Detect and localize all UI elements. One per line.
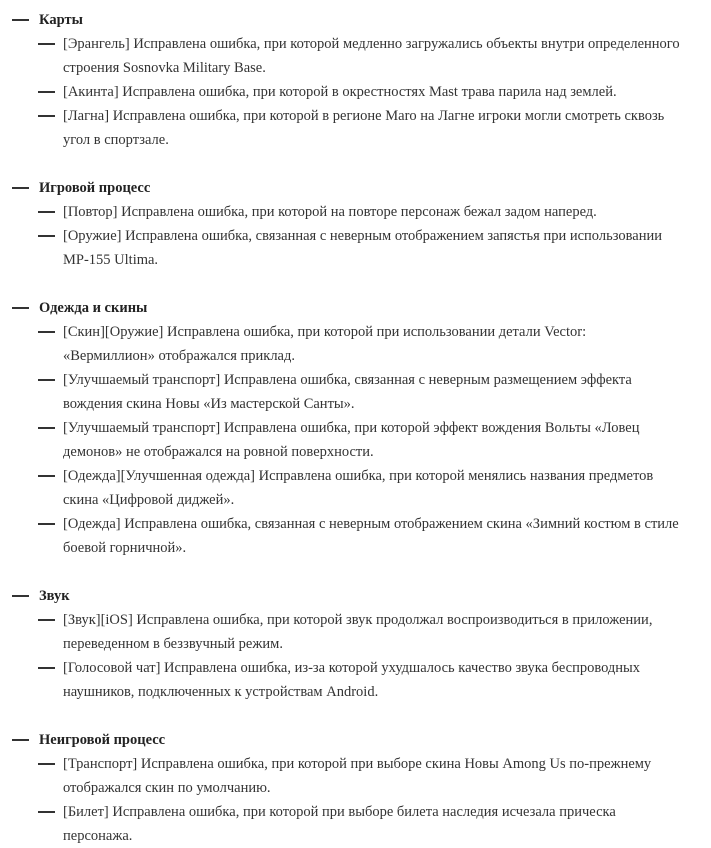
section-clothing-skins [0,296,711,560]
dash-bullet-icon [38,211,55,213]
section-non-gameplay [0,728,711,848]
list-item [0,80,711,104]
dash-bullet-icon [12,187,29,189]
dash-bullet-icon [38,619,55,621]
list-item-text: [Эрангель] Исправлена ошибка, при которой медленно загружались объекты внутри определенного строения Sosnovka Military Base. [63,36,680,76]
list-item [0,464,711,512]
dash-bullet-icon [38,235,55,237]
section-heading [0,8,711,32]
list-item-text: [Оружие] Исправлена ошибка, связанная с неверным отображением запястья при использовании MP-155 Ultima. [63,228,662,268]
section-sound [0,584,711,704]
section-maps [0,8,711,152]
list-item [0,416,711,464]
dash-bullet-icon [38,523,55,525]
list-item-text: [Лагна] Исправлена ошибка, при которой в регионе Maro на Лагне игроки могли смотреть сквозь угол в спортзале. [63,108,665,148]
list-item [0,800,711,848]
dash-bullet-icon [38,115,55,117]
list-item-text: [Скин][Оружие] Исправлена ошибка, при которой при использовании детали Vector: «Вермиллион» отображался приклад. [63,324,587,364]
dash-bullet-icon [38,427,55,429]
list-item [0,656,711,704]
fix-list [0,32,711,152]
dash-bullet-icon [38,763,55,765]
list-item [0,608,711,656]
list-item-text: [Повтор] Исправлена ошибка, при которой на повторе персонаж бежал задом наперед. [63,204,597,220]
list-item-text: [Звук][iOS] Исправлена ошибка, при которой звук продолжал воспроизводиться в приложении, переведенном в беззвучный режим. [63,612,653,652]
list-item-text: [Улучшаемый транспорт] Исправлена ошибка, связанная с неверным размещением эффекта вождения скина Новы «Из мастерской Санты». [63,372,632,412]
list-item [0,320,711,368]
dash-bullet-icon [12,19,29,21]
dash-bullet-icon [12,595,29,597]
dash-bullet-icon [38,331,55,333]
section-heading [0,584,711,608]
fix-list [0,608,711,704]
list-item-text: [Билет] Исправлена ошибка, при которой при выборе билета наследия исчезала прическа персонажа. [63,804,616,844]
dash-bullet-icon [38,475,55,477]
fix-list [0,320,711,560]
section-title: Звук [39,588,70,604]
dash-bullet-icon [38,43,55,45]
dash-bullet-icon [12,739,29,741]
dash-bullet-icon [38,91,55,93]
section-title: Игровой процесс [39,180,151,196]
list-item [0,368,711,416]
list-item [0,104,711,152]
list-item-text: [Голосовой чат] Исправлена ошибка, из-за которой ухудшалось качество звука беспроводных наушников, подключенных к устройствам Android. [63,660,641,700]
dash-bullet-icon [12,307,29,309]
list-item-text: [Одежда][Улучшенная одежда] Исправлена ошибка, при которой менялись названия предметов скина «Цифровой диджей». [63,468,654,508]
list-item-text: [Одежда] Исправлена ошибка, связанная с неверным отображением скина «Зимний костюм в стиле боевой горничной». [63,516,679,556]
list-item [0,32,711,80]
dash-bullet-icon [38,667,55,669]
list-item-text: [Акинта] Исправлена ошибка, при которой в окрестностях Mast трава парила над землей. [63,84,617,100]
section-heading [0,728,711,752]
list-item [0,512,711,560]
section-heading [0,296,711,320]
section-title: Карты [39,12,83,28]
section-heading [0,176,711,200]
list-item-text: [Транспорт] Исправлена ошибка, при которой при выборе скина Новы Among Us по-прежнему отображался скин по умолчанию. [63,756,652,796]
list-item [0,752,711,800]
dash-bullet-icon [38,811,55,813]
fix-list [0,752,711,848]
list-item [0,224,711,272]
list-item-text: [Улучшаемый транспорт] Исправлена ошибка, при которой эффект вождения Вольты «Ловец демонов» не отображался на ровной поверхности. [63,420,640,460]
list-item [0,200,711,224]
section-title: Одежда и скины [39,300,148,316]
section-gameplay [0,176,711,272]
dash-bullet-icon [38,379,55,381]
fix-list [0,200,711,272]
section-title: Неигровой процесс [39,732,166,748]
